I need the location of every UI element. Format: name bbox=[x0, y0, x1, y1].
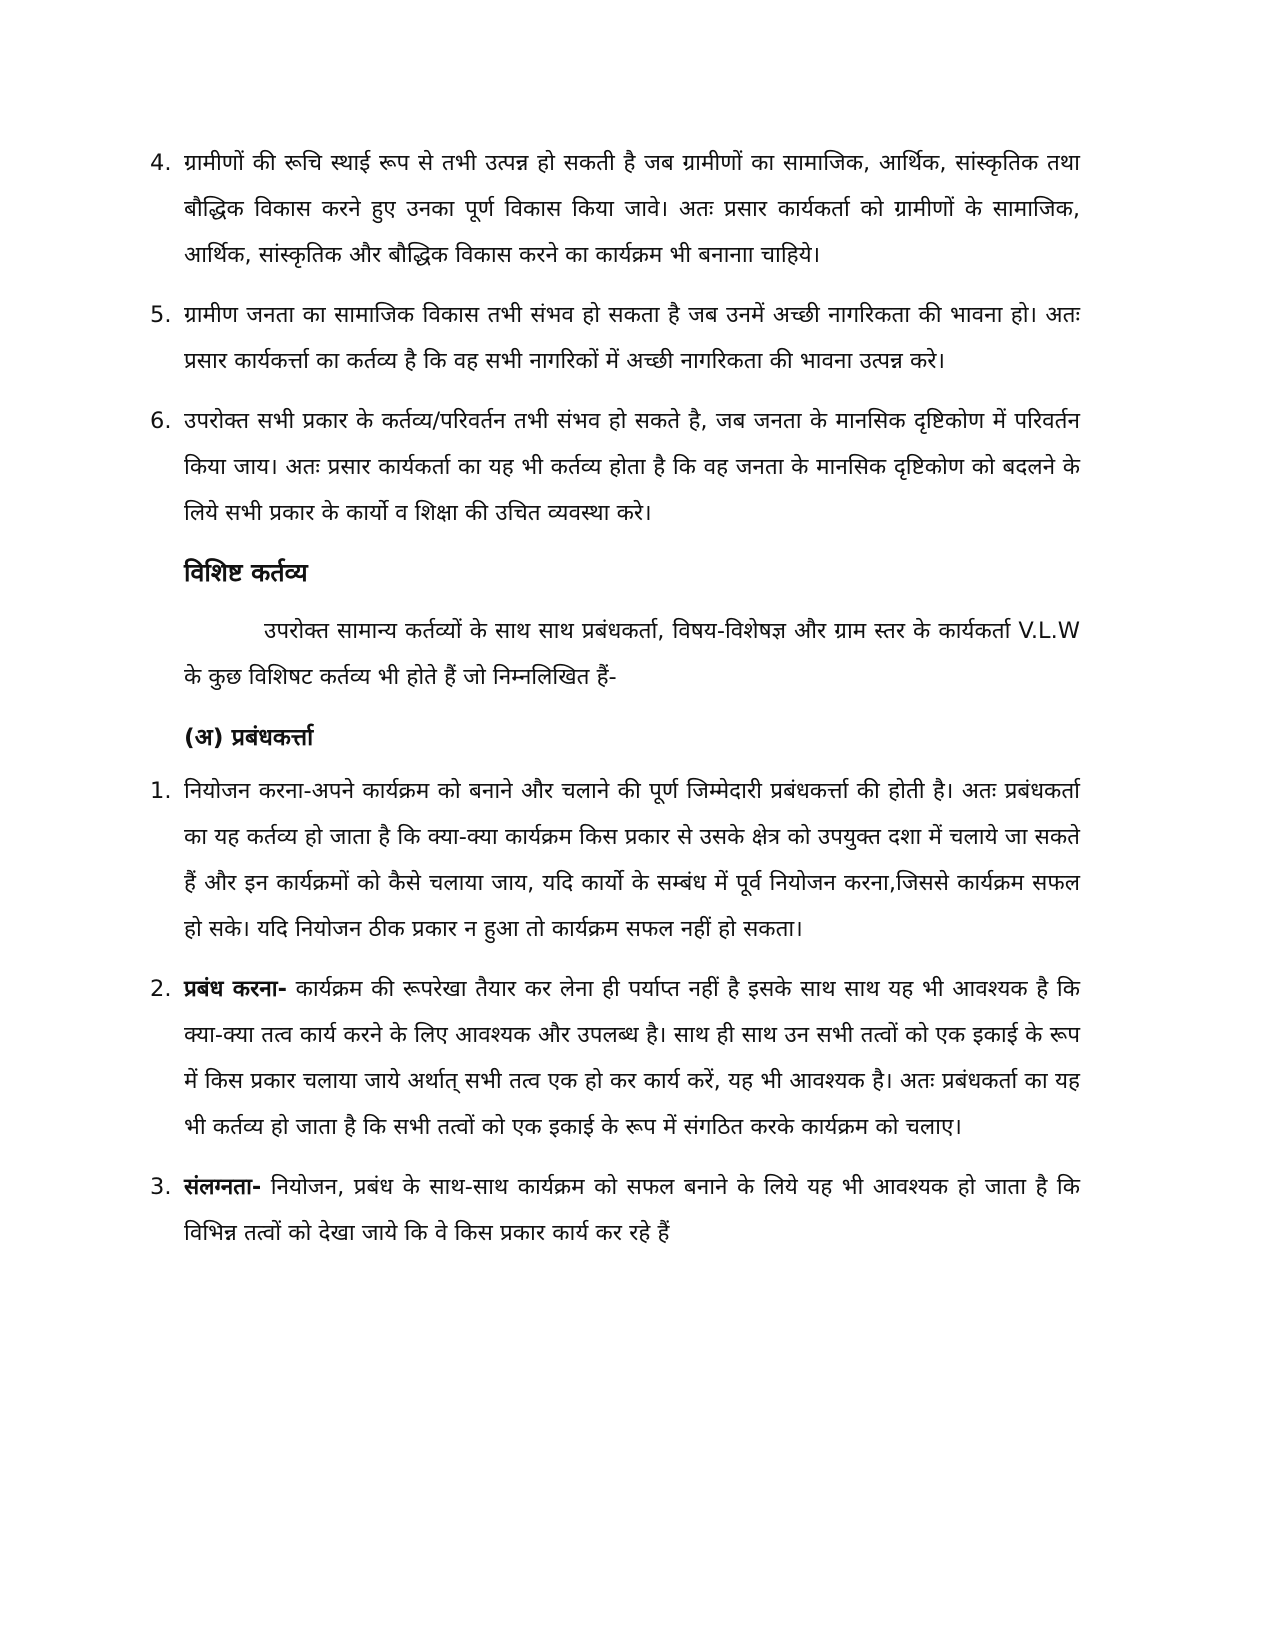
item-number: 2. bbox=[150, 976, 172, 1002]
item-number: 1. bbox=[150, 778, 172, 804]
sub-heading: (अ) प्रबंधकर्त्ता bbox=[184, 723, 314, 751]
item-lead: प्रबंध करना- bbox=[184, 976, 287, 1002]
item-number: 3. bbox=[150, 1174, 172, 1200]
item-number: 6. bbox=[150, 408, 172, 434]
item-text: नियोजन करना-अपने कार्यक्रम को बनाने और चलाने की पूर्ण जिम्मेदारी प्रबंधकर्त्ता की होती है। अतः प्रबंधकर्ता का यह कर्तव्य हो जाता है कि क्या-क्या कार्यक्रम किस प्रकार से उसके क्षेत्र को उपयुक्त दशा में चलाये जा सकते हैं और इन कार्यक्रमों को कैसे चलाया जाय, यदि कार्यो के सम्बंध में पूर्व नियोजन करना,जिससे कार्यक्रम सफल हो सके। यदि नियोजन ठीक प्रकार न हुआ तो कार्यक्रम सफल नहीं हो सकता। bbox=[184, 778, 1080, 942]
list-item bbox=[150, 966, 1080, 1150]
item-text: उपरोक्त सभी प्रकार के कर्तव्य/परिवर्तन तभी संभव हो सकते है, जब जनता के मानसिक दृष्टिकोण में परिवर्तन किया जाय। अतः प्रसार कार्यकर्ता का यह भी कर्तव्य होता है कि वह जनता के मानसिक दृष्टिकोण को बदलने के लिये सभी प्रकार के कार्यो व शिक्षा की उचित व्यवस्था करे। bbox=[184, 408, 1080, 526]
item-number: 5. bbox=[150, 302, 172, 328]
list-item bbox=[150, 768, 1080, 952]
item-number: 4. bbox=[150, 150, 172, 176]
list-item bbox=[150, 398, 1080, 536]
item-lead: संलग्नता- bbox=[184, 1174, 262, 1200]
item-text: ग्रामीण जनता का सामाजिक विकास तभी संभव हो सकता है जब उनमें अच्छी नागरिकता की भावना हो। अतः प्रसार कार्यकर्त्ता का कर्तव्य है कि वह सभी नागरिकों में अच्छी नागरिकता की भावना उत्पन्न करे। bbox=[184, 302, 1080, 374]
section-heading: विशिष्ट कर्तव्य bbox=[184, 558, 308, 587]
item-text: ग्रामीणों की रूचि स्थाई रूप से तभी उत्पन्न हो सकती है जब ग्रामीणों का सामाजिक, आर्थिक, सांस्कृतिक तथा बौद्धिक विकास करने हुए उनका पूर्ण विकास किया जावे। अतः प्रसार कार्यकर्ता को ग्रामीणों के सामाजिक, आर्थिक, सांस्कृतिक और बौद्धिक विकास करने का कार्यक्रम भी बनानाा चाहिये। bbox=[184, 150, 1080, 268]
list-item bbox=[150, 1164, 1080, 1256]
list-item bbox=[150, 140, 1080, 278]
section-intro: उपरोक्त सामान्य कर्तव्यों के साथ साथ प्रबंधकर्ता, विषय-विशेषज्ञ और ग्राम स्तर के कार्यकर्ता V.L.W के कुछ विशिषट कर्तव्य भी होते हैं जो निम्नलिखित हैं- bbox=[184, 618, 1080, 690]
item-text: कार्यक्रम की रूपरेखा तैयार कर लेना ही पर्याप्त नहीं है इसके साथ साथ यह भी आवश्यक है कि क्या-क्या तत्व कार्य करने के लिए आवश्यक और उपलब्ध है। साथ ही साथ उन सभी तत्वों को एक इकाई के रूप में किस प्रकार चलाया जाये अर्थात् सभी तत्व एक हो कर कार्य करें, यह भी आवश्यक है। अतः प्रबंधकर्ता का यह भी कर्तव्य हो जाता है कि सभी तत्वों को एक इकाई के रूप में संगठित करके कार्यक्रम को चलाए। bbox=[184, 976, 1080, 1140]
item-text: नियोजन, प्रबंध के साथ-साथ कार्यक्रम को सफल बनाने के लिये यह भी आवश्यक हो जाता है कि विभिन्न तत्वों को देखा जाये कि वे किस प्रकार कार्य कर रहे हैं bbox=[184, 1174, 1080, 1246]
list-item bbox=[150, 292, 1080, 384]
